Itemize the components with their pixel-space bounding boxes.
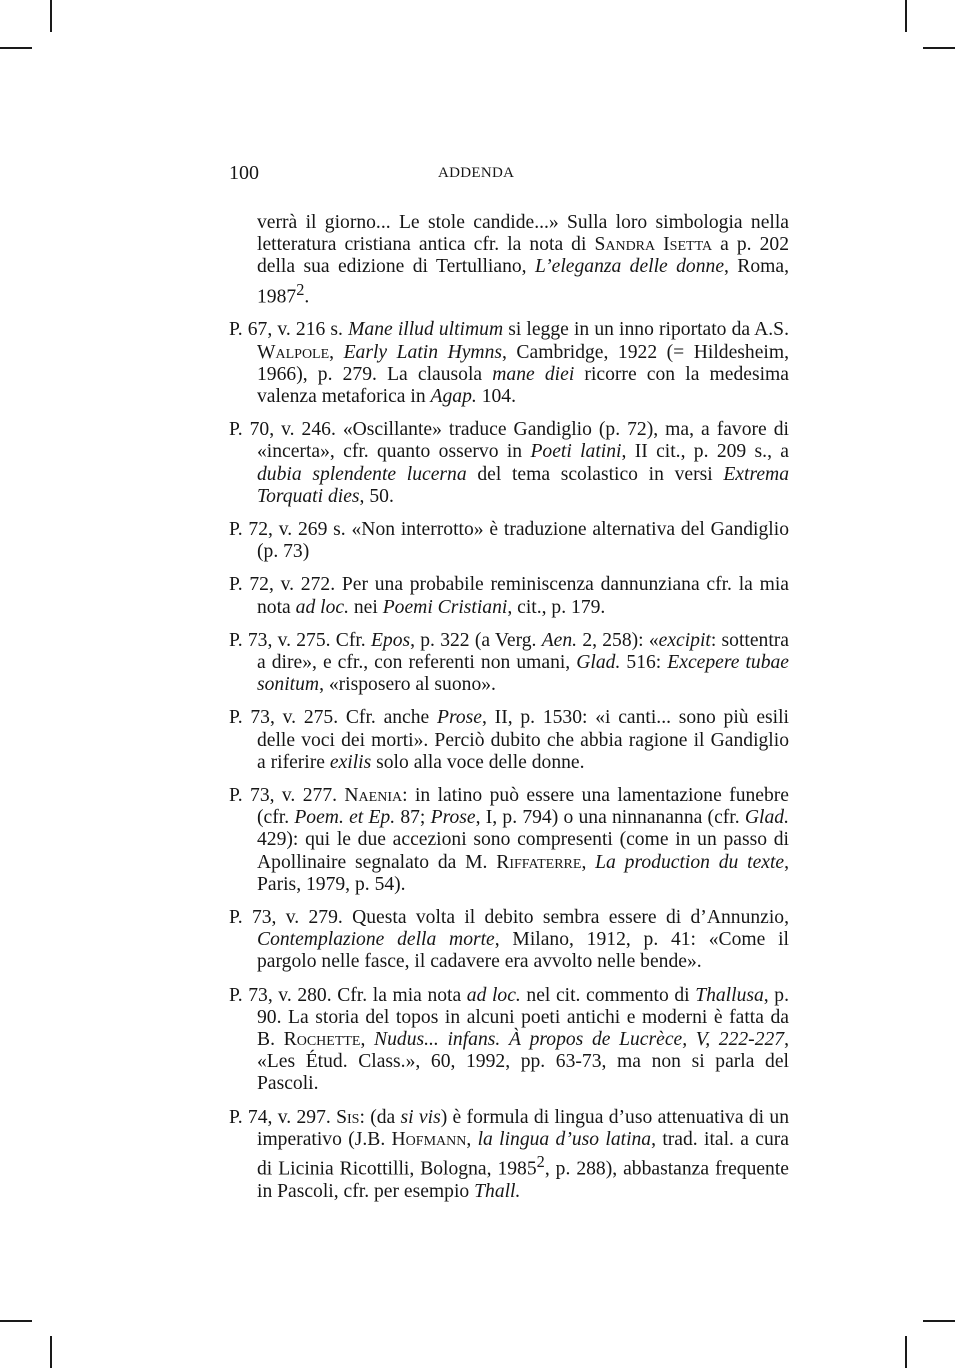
crop-mark-top-right bbox=[905, 0, 907, 32]
addenda-entry-p70-v246: P. 70, v. 246. «Oscillante» traduce Gandiglio (p. 72), ma, a favore di «incerta», cfr. quanto osservo in Poeti latini, II cit., p. 209 s., a dubia splendente lucerna del tema scolastico in versi Extrema Torquati dies, 50. bbox=[229, 419, 789, 507]
addenda-entry-p73-v277: P. 73, v. 277. Naenia: in latino può essere una lamentazione funebre (cfr. Poem. et Ep. 87; Prose, I, p. 794) o una ninnananna (cfr. Glad. 429): qui le due accezioni sono compresenti (come in un passo di Apollinaire segnalato da M. Riffaterre, La production du texte, Paris, 1979, p. 54). bbox=[229, 785, 790, 895]
crop-mark-left-upper bbox=[0, 47, 32, 49]
addenda-entry-p73-v279: P. 73, v. 279. Questa volta il debito sembra essere di d’Annunzio, Contemplazione della morte, Milano, 1912, p. 41: «Come il pargolo nelle fasce, il cadavere era avvolto nelle bende». bbox=[229, 907, 790, 973]
addenda-entry-p73-v280: P. 73, v. 280. Cfr. la mia nota ad loc. nel cit. commento di Thallusa, p. 90. La storia del topos in alcuni poeti antichi e moderni è fatta da B. Rochette, Nudus... infans. À propos de Lucrèce, V, 222-227, «Les Étud. Class.», 60, 1992, pp. 63-73, ma non si parla del Pascoli. bbox=[229, 984, 789, 1095]
addenda-entry-p74-v297: P. 74, v. 297. Sis: (da si vis) è formula di lingua d’uso attenuativa di un imperativo (J.B. Hofmann, la lingua d’uso latina, trad. ital. a cura di Licinia Ricottilli, Bologna, 1985$^2$, p. 288), abbastanza frequente in Pascoli, cfr. per esempio Thall. bbox=[229, 1106, 790, 1202]
addenda-entry-p72-v272: P. 72, v. 272. Per una probabile reminiscenza dannunziana cfr. la mia nota ad loc. nei Poemi Cristiani, cit., p. 179. bbox=[229, 574, 789, 618]
crop-mark-bottom-left bbox=[50, 1336, 52, 1368]
addenda-entry-p67-v216: P. 67, v. 216 s. Mane illud ultimum si legge in un inno riportato da A.S. Walpole, Early Latin Hymns, Cambridge, 1922 (= Hildesheim, 1966), p. 279. La clausola mane diei ricorre con la medesima valenza metaforica in Agap. 104. bbox=[229, 319, 790, 407]
addenda-entry-p72-v269: P. 72, v. 269 s. «Non interrotto» è traduzione alternativa del Gandiglio (p. 73) bbox=[229, 518, 789, 563]
crop-mark-top-left bbox=[50, 0, 52, 32]
addenda-entry-p73-v275a: P. 73, v. 275. Cfr. Epos, p. 322 (a Verg. Aen. 2, 258): «excipit: sottentra a dire», e cfr., con referenti non umani, Glad. 516: Excepere tubae sonitum, «risposero al suono». bbox=[229, 629, 790, 696]
crop-mark-right-lower bbox=[923, 1320, 955, 1322]
page-header bbox=[229, 162, 789, 188]
crop-mark-right-upper bbox=[923, 47, 955, 49]
crop-mark-left-lower bbox=[0, 1320, 32, 1322]
running-head: ADDENDA bbox=[438, 165, 515, 181]
crop-mark-bottom-right bbox=[905, 1336, 907, 1368]
addenda-text bbox=[229, 212, 789, 1203]
addenda-entry-p73-v275b: P. 73, v. 275. Cfr. anche Prose, II, p. 1530: «i canti... sono più esili delle voci dei morti». Perciò dubito che abbia ragione il Gandiglio a riferire exilis solo alla voce delle donne. bbox=[229, 707, 789, 773]
page-number: 100 bbox=[229, 162, 259, 184]
addenda-entry-intro: verrà il giorno... Le stole candide...» Sulla loro simbologia nella letteratura cristiana antica cfr. la nota di Sandra Isetta a p. 202 della sua edizione di Tertulliano, L’eleganza delle donne, Roma, 1987$^2$. bbox=[257, 212, 790, 308]
